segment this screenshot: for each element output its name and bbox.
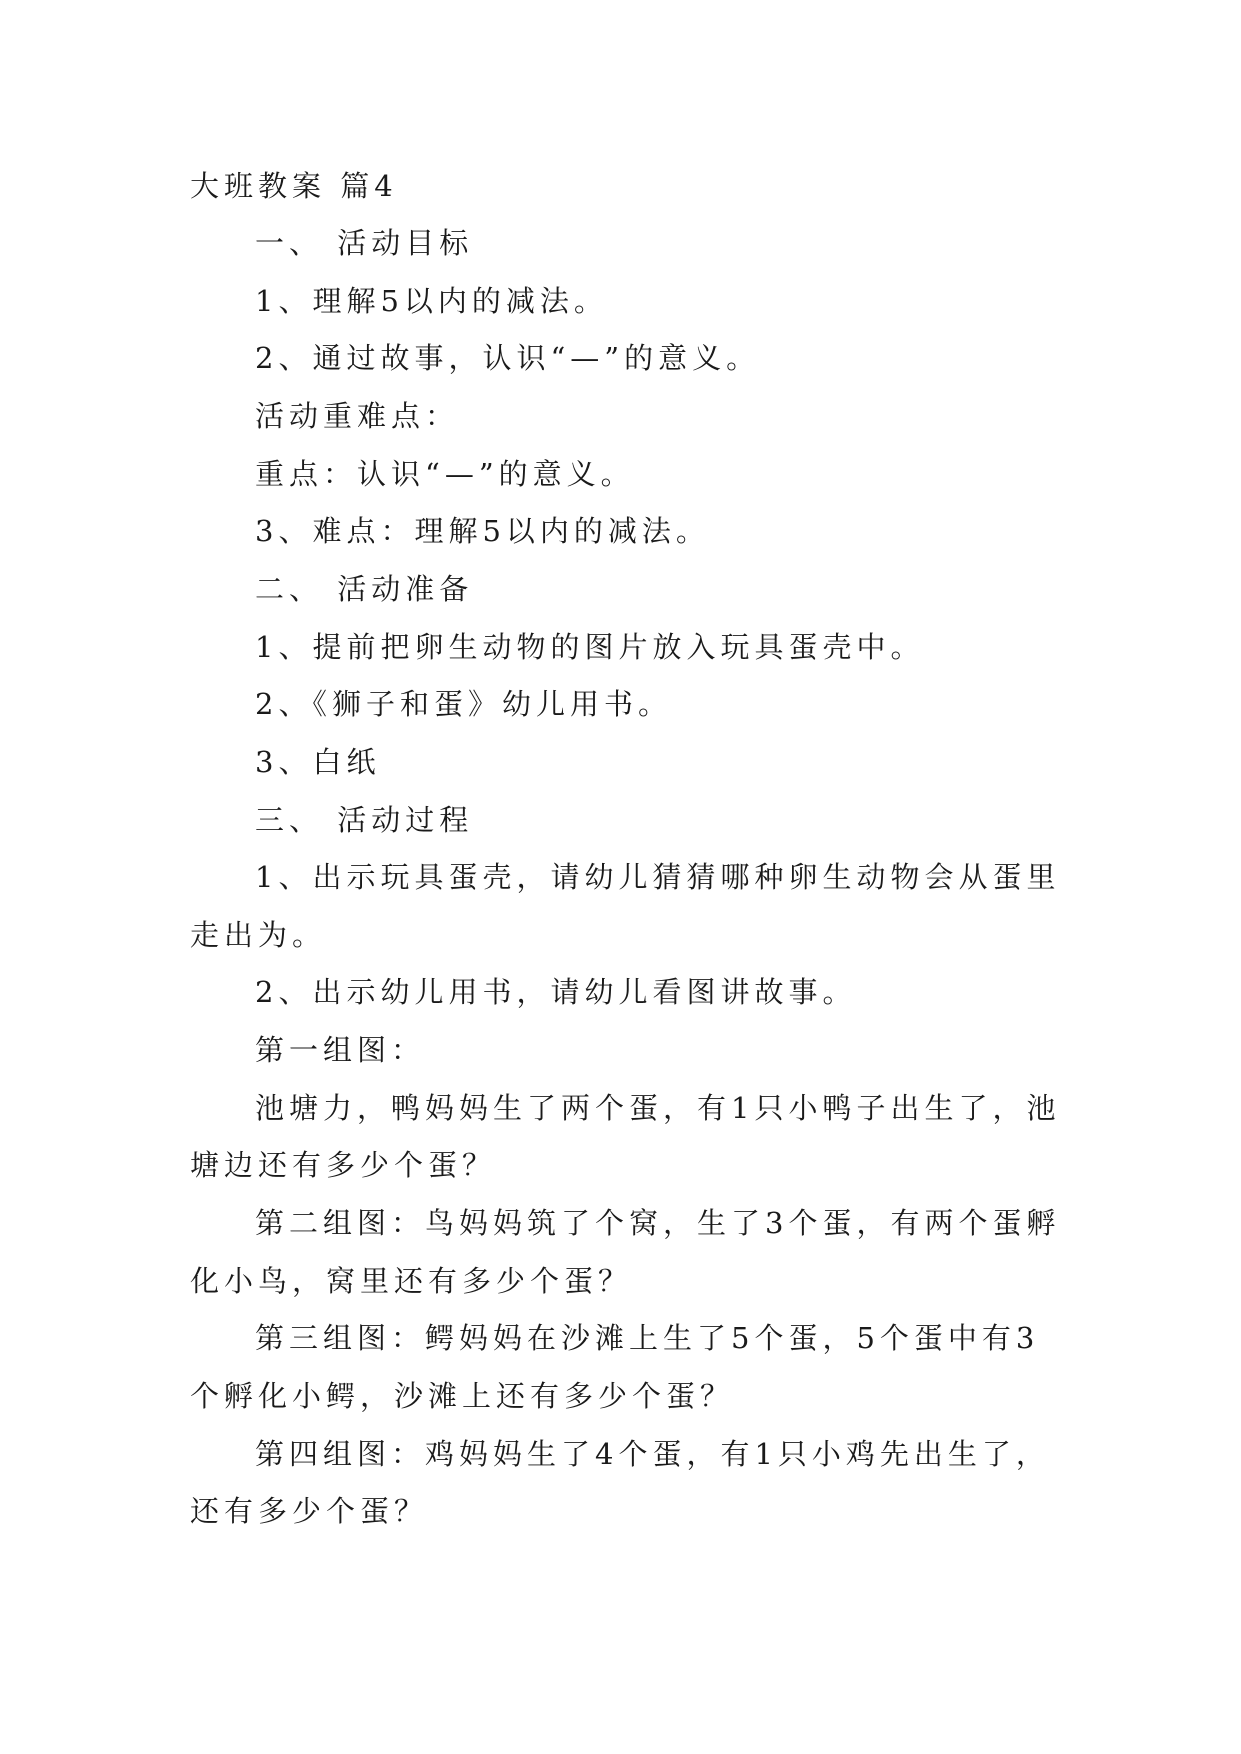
paragraph-line: 1、理解5以内的减法。: [255, 284, 608, 318]
document-title: 大班教案 篇4: [190, 169, 398, 203]
paragraph-line: 第三组图：鳄妈妈在沙滩上生了5个蛋，5个蛋中有3: [255, 1321, 1040, 1355]
paragraph-line-continued: 化小鸟，窝里还有多少个蛋？: [190, 1264, 633, 1298]
paragraph-line-continued: 还有多少个蛋？: [190, 1494, 429, 1528]
paragraph-line: 2、《狮子和蛋》幼儿用书。: [255, 687, 672, 721]
paragraph-line: 2、出示幼儿用书，请幼儿看图讲故事。: [255, 975, 857, 1009]
section-heading-preparation: 二、 活动准备: [255, 572, 474, 606]
paragraph-line-continued: 个孵化小鳄，沙滩上还有多少个蛋？: [190, 1379, 735, 1413]
section-heading-process: 三、 活动过程: [255, 803, 474, 837]
paragraph-line: 第四组图：鸡妈妈生了4个蛋，有1只小鸡先出生了，: [255, 1437, 1050, 1471]
paragraph-line-continued: 走出为。: [190, 918, 327, 952]
paragraph-line: 1、提前把卵生动物的图片放入玩具蛋壳中。: [255, 630, 925, 664]
paragraph-line: 重点：认识“—”的意义。: [255, 457, 635, 491]
paragraph-line: 3、难点：理解5以内的减法。: [255, 514, 710, 548]
paragraph-line-continued: 塘边还有多少个蛋？: [190, 1148, 497, 1182]
paragraph-line: 1、出示玩具蛋壳，请幼儿猜猜哪种卵生动物会从蛋里: [255, 860, 1061, 894]
paragraph-line: 2、通过故事，认识“—”的意义。: [255, 341, 761, 375]
paragraph-line: 第一组图：: [255, 1033, 426, 1067]
paragraph-line: 第二组图：鸟妈妈筑了个窝，生了3个蛋，有两个蛋孵: [255, 1206, 1061, 1240]
section-heading-goals: 一、 活动目标: [255, 226, 474, 260]
paragraph-line: 活动重难点：: [255, 399, 460, 433]
paragraph-line: 3、白纸: [255, 745, 381, 779]
paragraph-line: 池塘力，鸭妈妈生了两个蛋，有1只小鸭子出生了，池: [255, 1091, 1061, 1125]
